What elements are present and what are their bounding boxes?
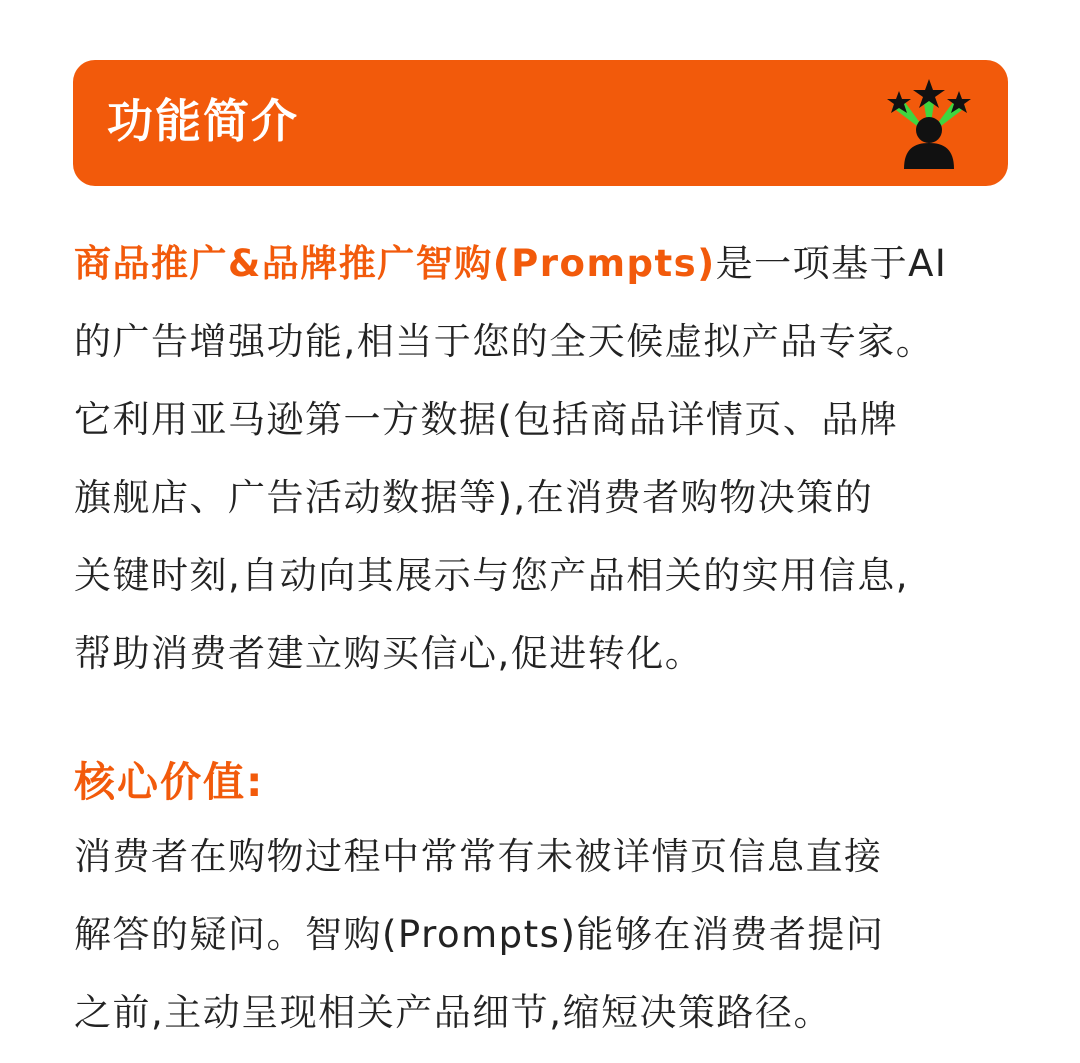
intro-line: 关键时刻,自动向其展示与您产品相关的实用信息,: [74, 554, 910, 597]
product-name-highlight: 商品推广&品牌推广智购(Prompts): [74, 242, 716, 285]
core-value-paragraph: [74, 818, 1014, 1052]
core-value-heading: 核心价值:: [74, 758, 265, 806]
core-value-line: 之前,主动呈现相关产品细节,缩短决策路径。: [74, 991, 833, 1034]
intro-line: 它利用亚马逊第一方数据(包括商品详情页、品牌: [74, 398, 899, 441]
intro-line: 是一项基于AI: [715, 242, 948, 285]
rated-person-stars-icon: [884, 77, 974, 169]
intro-line: 的广告增强功能,相当于您的全天候虚拟产品专家。: [74, 320, 935, 363]
banner-title: 功能简介: [107, 94, 299, 148]
intro-paragraph: [74, 225, 1014, 693]
intro-line: 旗舰店、广告活动数据等),在消费者购物决策的: [74, 476, 874, 519]
intro-line: 帮助消费者建立购买信心,促进转化。: [74, 632, 704, 675]
core-value-line: 消费者在购物过程中常常有未被详情页信息直接: [74, 835, 883, 878]
section-banner: [73, 60, 1008, 186]
core-value-line: 解答的疑问。智购(Prompts)能够在消费者提问: [74, 913, 885, 956]
